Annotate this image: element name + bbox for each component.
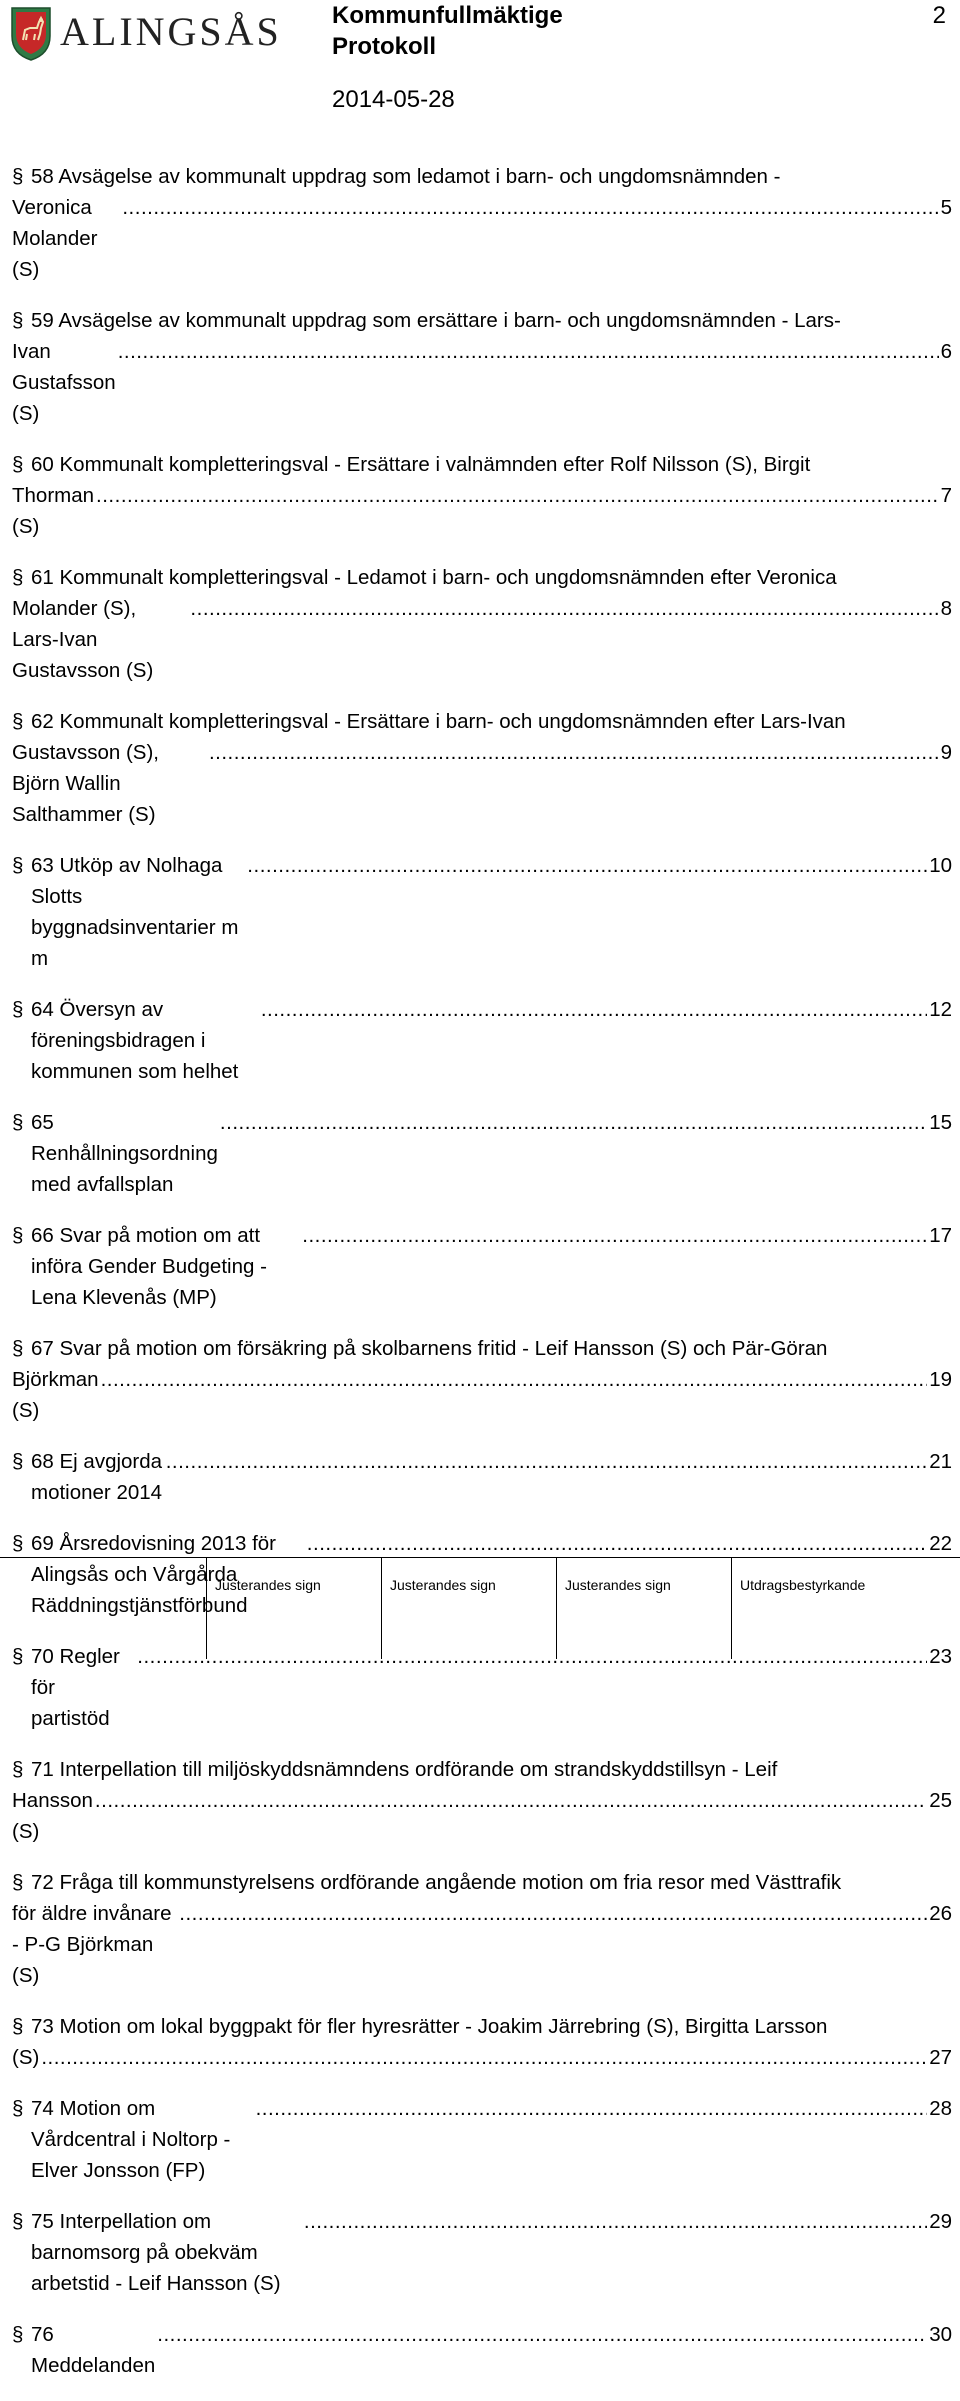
toc-entry-text: Molander (S), Lars-Ivan Gustavsson (S)	[12, 597, 154, 682]
section-symbol: §	[12, 998, 24, 1021]
toc-entry-text: 60 Kommunalt kompletteringsval - Ersättare i valnämnden efter Rolf Nilsson (S), Birgit	[31, 453, 811, 476]
section-symbol: §	[12, 710, 24, 733]
dot-leader	[96, 480, 939, 511]
section-symbol: §	[12, 1645, 24, 1668]
section-symbol: §	[12, 2015, 24, 2038]
toc-entry[interactable]	[12, 1754, 952, 1847]
coat-of-arms-icon	[10, 6, 52, 62]
toc-entry-text: för äldre invånare - P-G Björkman (S)	[12, 1902, 172, 1987]
toc-entry[interactable]	[12, 2093, 952, 2186]
section-symbol: §	[12, 1758, 24, 1781]
footer-col-3: Justerandes sign	[556, 1557, 557, 1659]
toc-entry[interactable]	[12, 449, 952, 542]
toc-entry[interactable]	[12, 305, 952, 429]
dot-leader	[157, 2319, 927, 2350]
toc-entry[interactable]	[12, 994, 952, 1087]
toc-entry[interactable]	[12, 706, 952, 830]
section-symbol: §	[12, 1532, 24, 1555]
footer-col-4: Utdragsbestyrkande	[731, 1557, 732, 1659]
toc-entry[interactable]	[12, 161, 952, 285]
section-symbol: §	[12, 1450, 24, 1473]
toc-page-number: 28	[929, 2097, 952, 2120]
toc-entry-text: 73 Motion om lokal byggpakt för fler hyresrätter - Joakim Järrebring (S), Birgitta Larsson	[31, 2015, 828, 2038]
toc-page-number: 30	[929, 2323, 952, 2346]
meeting-date: 2014-05-28	[332, 86, 455, 113]
toc-entry-text: Ivan Gustafsson (S)	[12, 340, 116, 425]
dot-leader	[179, 1898, 927, 1929]
title-line-1: Kommunfullmäktige	[332, 2, 563, 29]
toc-page-number: 29	[929, 2210, 952, 2233]
toc-page-number: 19	[929, 1368, 952, 1391]
dot-leader	[122, 192, 938, 223]
toc-page-number: 17	[929, 1224, 952, 1247]
section-symbol: §	[12, 1224, 24, 1247]
dot-leader	[302, 1220, 927, 1251]
dot-leader	[256, 2093, 928, 2124]
toc-entry[interactable]	[12, 1333, 952, 1426]
toc-entry-text: 74 Motion om Vårdcentral i Noltorp - Elver Jonsson (FP)	[31, 2097, 231, 2182]
toc-entry[interactable]	[12, 2011, 952, 2073]
dot-leader	[95, 1785, 927, 1816]
footer-rule	[0, 1557, 960, 1558]
section-symbol: §	[12, 854, 24, 877]
section-symbol: §	[12, 2210, 24, 2233]
toc-entry-text: 75 Interpellation om barnomsorg på obekväm arbetstid - Leif Hansson (S)	[31, 2210, 281, 2295]
toc-page-number: 25	[929, 1789, 952, 1812]
toc-entry[interactable]	[12, 2206, 952, 2299]
page-number: 2	[932, 2, 946, 29]
toc-entry[interactable]	[12, 1107, 952, 1200]
dot-leader	[220, 1107, 927, 1138]
toc-entry-text: Thorman (S)	[12, 484, 95, 538]
toc-entry-text: 71 Interpellation till miljöskyddsnämndens ordförande om strandskyddstillsyn - Leif	[31, 1758, 778, 1781]
toc-entry-text: 65 Renhållningsordning med avfallsplan	[31, 1111, 218, 1196]
toc-entry-text: 68 Ej avgjorda motioner 2014	[31, 1450, 163, 1504]
toc-page-number: 27	[929, 2046, 952, 2069]
document-title	[332, 0, 563, 62]
toc-page-number: 23	[929, 1645, 952, 1668]
toc-entry[interactable]	[12, 1867, 952, 1991]
toc-entry-text: 76 Meddelanden	[31, 2323, 156, 2377]
table-of-contents	[12, 161, 952, 2401]
logo-wordmark: ALINGSÅS	[60, 9, 282, 54]
toc-entry[interactable]	[12, 850, 952, 974]
toc-entry-text: 64 Översyn av föreningsbidragen i kommunen som helhet	[31, 998, 239, 1083]
dot-leader	[166, 1446, 927, 1477]
logo	[10, 6, 310, 66]
toc-page-number: 26	[929, 1902, 952, 1925]
toc-entry-text: 58 Avsägelse av kommunalt uppdrag som ledamot i barn- och ungdomsnämnden -	[31, 165, 781, 188]
toc-page-number: 22	[929, 1532, 952, 1555]
toc-entry[interactable]	[12, 1220, 952, 1313]
toc-entry-text: 66 Svar på motion om att införa Gender Budgeting - Lena Klevenås (MP)	[31, 1224, 267, 1309]
section-symbol: §	[12, 309, 24, 332]
toc-page-number: 8	[940, 597, 952, 620]
toc-entry-text: Björkman (S)	[12, 1368, 99, 1422]
section-symbol: §	[12, 2323, 24, 2346]
signature-footer	[0, 1557, 960, 1659]
section-symbol: §	[12, 1337, 24, 1360]
section-symbol: §	[12, 453, 24, 476]
section-symbol: §	[12, 2097, 24, 2120]
toc-entry-text: Hansson (S)	[12, 1789, 93, 1843]
toc-entry-text: 69 Årsredovisning 2013 för Alingsås och Vårgårda Räddningstjänstförbund	[31, 1532, 277, 1617]
toc-page-number: 9	[940, 741, 952, 764]
toc-entry-text: 62 Kommunalt kompletteringsval - Ersättare i barn- och ungdomsnämnden efter Lars-Ivan	[31, 710, 846, 733]
footer-col-2: Justerandes sign	[381, 1557, 382, 1659]
toc-entry-text: Gustavsson (S), Björn Wallin Salthammer (S)	[12, 741, 159, 826]
dot-leader	[41, 2042, 927, 2073]
dot-leader	[304, 2206, 927, 2237]
toc-entry-text: 72 Fråga till kommunstyrelsens ordförande angående motion om fria resor med Västtrafik	[31, 1871, 842, 1894]
toc-entry[interactable]	[12, 1446, 952, 1508]
toc-page-number: 5	[940, 196, 952, 219]
dot-leader	[118, 336, 939, 367]
toc-entry-text: (S)	[12, 2046, 40, 2069]
toc-entry-text: 59 Avsägelse av kommunalt uppdrag som ersättare i barn- och ungdomsnämnden - Lars-	[31, 309, 841, 332]
toc-entry-text: Veronica Molander (S)	[12, 196, 98, 281]
dot-leader	[307, 1528, 927, 1559]
toc-entry-text: 63 Utköp av Nolhaga Slotts byggnadsinventarier m m	[31, 854, 239, 970]
toc-page-number: 7	[940, 484, 952, 507]
dot-leader	[247, 850, 927, 881]
footer-col-1: Justerandes sign	[206, 1557, 207, 1659]
dot-leader	[261, 994, 927, 1025]
dot-leader	[190, 593, 938, 624]
toc-page-number: 21	[929, 1450, 952, 1473]
section-symbol: §	[12, 566, 24, 589]
section-symbol: §	[12, 165, 24, 188]
dot-leader	[209, 737, 939, 768]
toc-entry-text: 61 Kommunalt kompletteringsval - Ledamot i barn- och ungdomsnämnden efter Veronica	[31, 566, 837, 589]
toc-page-number: 15	[929, 1111, 952, 1134]
dot-leader	[101, 1364, 928, 1395]
toc-page-number: 10	[929, 854, 952, 877]
toc-entry[interactable]	[12, 2319, 952, 2381]
toc-entry[interactable]	[12, 562, 952, 686]
section-symbol: §	[12, 1111, 24, 1134]
toc-page-number: 6	[940, 340, 952, 363]
title-line-2: Protokoll	[332, 33, 437, 60]
toc-entry-text: 67 Svar på motion om försäkring på skolbarnens fritid - Leif Hansson (S) och Pär-Göran	[31, 1337, 828, 1360]
toc-page-number: 12	[929, 998, 952, 1021]
toc-entry-text: 70 Regler för partistöd	[31, 1645, 120, 1730]
section-symbol: §	[12, 1871, 24, 1894]
